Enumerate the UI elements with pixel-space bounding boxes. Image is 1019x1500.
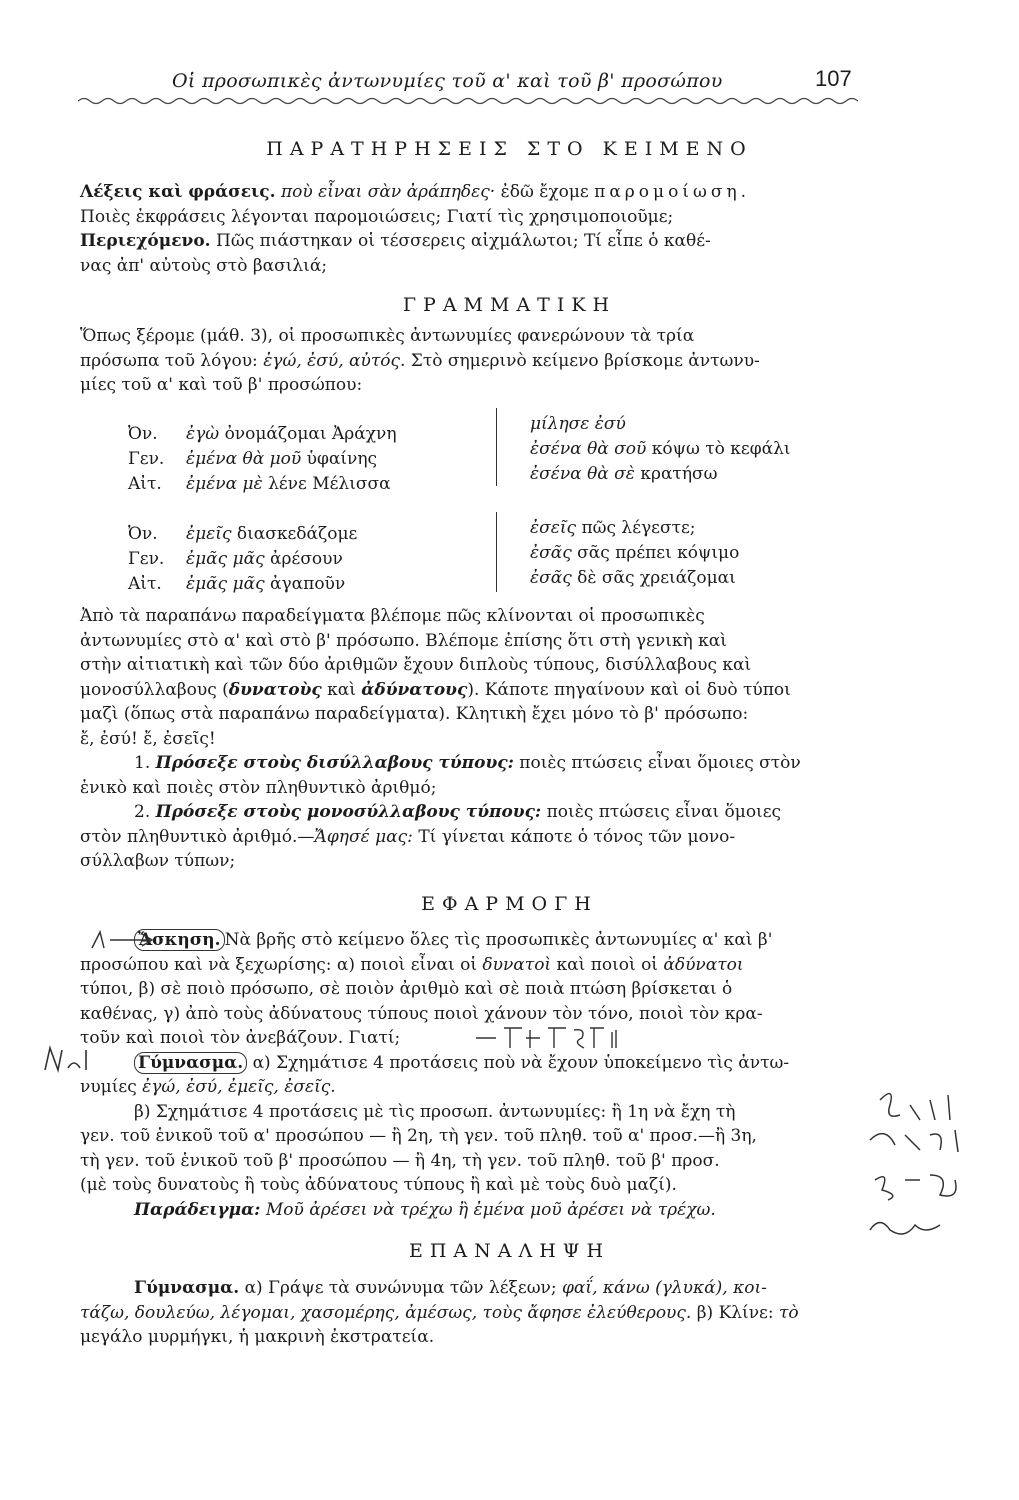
paradigm-row <box>530 516 739 541</box>
example-label: Παράδειγμα: <box>134 1199 261 1220</box>
review-words: φαΐ, κάνω (γλυκά), κοι- <box>562 1278 767 1298</box>
pronoun: ἐμᾶς μᾶς <box>186 549 265 569</box>
gymnasma-label: Γύμνασμα. <box>134 1052 247 1074</box>
lexeis-label: Λέξεις καὶ φράσεις. <box>80 182 276 202</box>
page-number: 107 <box>815 66 852 91</box>
explain-text: ). Κάποτε πηγαίνουν καὶ οἱ δυὸ τύποι <box>467 679 791 700</box>
pronoun: ἐσᾶς <box>530 543 572 563</box>
exercise-line <box>80 953 866 978</box>
explain-line: Ἀπὸ τὰ παραπάνω παραδείγματα βλέπομε πῶς κλίνονται οἱ προσωπικὲς <box>80 606 705 626</box>
exercise-text: καὶ ποιοὶ οἱ <box>556 954 658 975</box>
gymnasma-line: γεν. τοῦ ἑνικοῦ τοῦ α' προσώπου — ἢ 2η, τὴ γεν. τοῦ πληθ. τοῦ α' προσ.—ἢ 3η, <box>80 1126 757 1146</box>
example-line <box>80 1198 866 1223</box>
term-strong: δυνατοὺς <box>228 679 322 700</box>
content-line2: νας ἀπ' αὐτοὺς στὸ βασιλιά; <box>80 255 328 276</box>
grammar-explanation <box>80 604 866 874</box>
case-label: Ὀν. <box>128 524 158 544</box>
remarks-block <box>80 180 866 278</box>
paradigm-row <box>128 447 397 472</box>
pronoun: ἐσεῖς <box>530 518 577 538</box>
grammar-intro-line2c: Στὸ σημερινὸ κείμενο βρίσκομε ἀντωνυ- <box>410 350 760 371</box>
wavy-rule-divider <box>78 96 858 106</box>
gymnasma-text: α) Σχημάτισε 4 προτάσεις ποὺ νὰ ἔχουν ὑποκείμενο τὶς ἀντω- <box>252 1052 790 1073</box>
example-text: ἀρέσουν <box>270 549 343 569</box>
exercise-block <box>80 928 866 1222</box>
paradigm-row <box>530 462 791 487</box>
paradigm-divider <box>496 512 497 592</box>
pronoun: μίλησε ἐσύ <box>530 414 626 434</box>
example-text: δὲ σᾶς χρειάζομαι <box>577 568 736 588</box>
review-block <box>80 1276 866 1350</box>
exercise-line: καθένας, γ) ἀπὸ τοὺς ἀδύνατους τύπους ποιοὶ χάνουν τὸν τόνο, ποιοὶ τὸν κρα- <box>80 1003 763 1024</box>
lexeis-example: ποὺ εἶναι σὰν ἀράπηδες· <box>280 182 496 202</box>
example-text: κόψω τὸ κεφάλι <box>651 439 791 459</box>
review-heading: ΕΠΑΝΑΛΗΨΗ <box>408 1240 611 1262</box>
example-text: ἀγαποῦν <box>270 574 346 594</box>
pronoun: ἐσένα θὰ σοῦ <box>530 439 647 459</box>
example-sentence: Μοῦ ἀρέσει νὰ τρέχω ἢ ἐμένα μοῦ ἀρέσει νὰ τρέχω. <box>265 1199 716 1220</box>
review-text: β) Κλίνε: <box>696 1302 774 1323</box>
grammar-intro <box>80 324 866 398</box>
example-text: κρατήσω <box>640 464 718 484</box>
explain-line: ἀντωνυμίες στὸ α' καὶ στὸ β' πρόσωπο. Βλέπομε ἐπίσης ὅτι στὴ γενικὴ καὶ <box>80 630 727 651</box>
case-label: Γεν. <box>128 449 165 469</box>
grammar-intro-pronouns: ἐγώ, ἐσύ, αὐτός. <box>263 350 406 371</box>
question-2 <box>80 800 866 825</box>
gymnasma-line <box>80 1051 866 1076</box>
gymnasma-line: β) Σχημάτισε 4 προτάσεις μὲ τὶς προσωπ. ἀντωνυμίες: ἢ 1η νὰ ἔχη τὴ <box>134 1101 736 1122</box>
grammar-intro-line2a: πρόσωπα τοῦ λόγου: <box>80 350 258 371</box>
lexeis-rest: ἐδῶ ἔχομε <box>500 182 589 202</box>
grammar-heading: ΓΡΑΜΜΑΤΙΚΗ <box>402 294 617 316</box>
term-weak: ἀδύνατοι <box>663 954 744 975</box>
question-number: 2. <box>134 802 151 822</box>
question-text: σύλλαβων τύπων; <box>80 851 236 871</box>
question-label: Πρόσεξε στοὺς μονοσύλλαβους τύπους: <box>155 802 542 822</box>
handwritten-margin-mark <box>40 1040 100 1080</box>
question-label: Πρόσεξε στοὺς δισύλλαβους τύπους: <box>155 753 514 773</box>
gymnasma-line: τὴ γεν. τοῦ ἑνικοῦ τοῦ β' προσώπου — ἢ 4η, τὴ γεν. τοῦ πληθ. τοῦ β' προσ. <box>80 1150 720 1171</box>
case-label: Αἰτ. <box>128 574 162 594</box>
example-text: σᾶς πρέπει κόψιμο <box>577 543 740 563</box>
lexeis-term: παρομοίωση. <box>594 182 751 202</box>
paradigm-singular-right <box>530 412 791 487</box>
case-label: Ὀν. <box>128 424 158 444</box>
pronoun: ἐσένα θὰ σὲ <box>530 464 635 484</box>
review-line <box>80 1301 866 1326</box>
explain-line: στὴν αἰτιατικὴ καὶ τῶν δύο ἀριθμῶν ἔχουν διπλοὺς τύπους, δισύλλαβους καὶ <box>80 655 752 675</box>
term-strong: δυνατοὶ <box>482 954 552 975</box>
question-text: Τί γίνεται κάποτε ὁ τόνος τῶν μονο- <box>418 826 736 847</box>
question-number: 1. <box>134 753 151 773</box>
content-label: Περιεχόμενο. <box>80 231 211 251</box>
example-text: λένε Μέλισσα <box>268 474 391 494</box>
pronoun: ἐμένα θὰ μοῦ <box>186 449 302 469</box>
gymnasma-line: (μὲ τοὺς δυνατοὺς ἢ τοὺς ἀδύνατους τύπους ἢ καὶ μὲ τοὺς δυὸ μαζί). <box>80 1175 677 1195</box>
review-line: μεγάλο μυρμήγκι, ἡ μακρινὴ ἐκστρατεία. <box>80 1327 435 1347</box>
paradigm-row <box>128 472 397 497</box>
term-weak: ἀδύνατους <box>361 679 468 700</box>
handwritten-answer-mark <box>470 1024 770 1050</box>
paradigm-row <box>530 541 739 566</box>
exercise-label: Ἄσκηση. <box>134 929 225 951</box>
pronoun-list: ἐγώ, ἐσύ, ἐμεῖς, ἐσεῖς. <box>142 1077 336 1097</box>
review-words: τὸ <box>779 1302 799 1323</box>
exercise-line <box>80 928 866 953</box>
paradigm-plural-right <box>530 516 739 591</box>
question-text: ἑνικὸ καὶ ποιὲς στὸν πληθυντικὸ ἀριθμό; <box>80 777 437 798</box>
gymnasma-text: νυμίες <box>80 1077 137 1097</box>
content-line1: Πῶς πιάστηκαν οἱ τέσσερεις αἰχμάλωτοι; Τί εἶπε ὁ καθέ- <box>216 231 711 251</box>
question-text: στὸν πληθυντικὸ ἀριθμό.— <box>80 826 315 847</box>
review-line <box>80 1276 866 1301</box>
exercise-line: τύποι, β) σὲ ποιὸ πρόσωπο, σὲ ποιὸν ἀριθμὸ καὶ σὲ ποιὰ πτώση βρίσκεται ὁ <box>80 979 733 999</box>
paradigm-row <box>530 412 791 437</box>
paradigm-row <box>128 572 357 597</box>
explain-text: καὶ <box>321 679 362 700</box>
grammar-intro-line3: μίες τοῦ α' καὶ τοῦ β' προσώπου: <box>80 375 363 395</box>
gymnasma-line <box>80 1075 866 1100</box>
example-phrase: Ἄφησέ μας: <box>314 826 413 847</box>
explain-text: μονοσύλλαβους ( <box>80 679 229 700</box>
case-label: Γεν. <box>128 549 165 569</box>
remarks-heading: ΠΑΡΑΤΗΡΗΣΕΙΣ ΣΤΟ ΚΕΙΜΕΝΟ <box>266 138 753 160</box>
pronoun: ἐγὼ <box>186 424 220 444</box>
paradigm-row <box>128 547 357 572</box>
paradigm-row <box>530 437 791 462</box>
pronoun: ἐμᾶς μᾶς <box>186 574 265 594</box>
question-text <box>80 825 866 850</box>
application-heading: ΕΦΑΡΜΟΓΗ <box>421 893 598 915</box>
paradigm-row <box>128 522 357 547</box>
review-text: α) Γράψε τὰ συνώνυμα τῶν λέξεων; <box>244 1278 557 1298</box>
question-text: ποιὲς πτώσεις εἶναι ὅμοιες <box>546 802 782 822</box>
question-1 <box>80 751 866 776</box>
pronoun: ἐμένα μὲ <box>186 474 263 494</box>
paradigm-divider <box>496 408 497 486</box>
question-text: ποιὲς πτώσεις εἶναι ὅμοιες στὸν <box>519 753 801 773</box>
running-title: Οἱ προσωπικὲς ἀντωνυμίες τοῦ α' καὶ τοῦ β' προσώπου <box>172 70 723 92</box>
explain-line <box>80 678 866 703</box>
paradigm-plural-left <box>128 522 357 597</box>
paradigm-row <box>530 566 739 591</box>
pronoun: ἐσᾶς <box>530 568 572 588</box>
grammar-intro-line1: Ὅπως ξέρομε (μάθ. 3), οἱ προσωπικὲς ἀντωνυμίες φανερώνουν τὰ τρία <box>80 326 695 346</box>
handwritten-margin-notes <box>860 1080 1010 1250</box>
paradigm-row <box>128 422 397 447</box>
review-gymnasma-label: Γύμνασμα. <box>134 1278 240 1298</box>
pronoun: ἐμεῖς <box>186 524 232 544</box>
handwritten-arrow-mark <box>90 928 160 954</box>
example-text: διασκεδάζομε <box>236 524 358 544</box>
case-label: Αἰτ. <box>128 474 162 494</box>
example-text: ὑφαίνης <box>306 449 378 469</box>
explain-line: μαζὶ (ὅπως στὰ παραπάνω παραδείγματα). Κλητικὴ ἔχει μόνο τὸ β' πρόσωπο: <box>80 704 749 724</box>
example-text: ὀνομάζομαι Ἀράχνη <box>224 424 397 444</box>
exercise-line: τοῦν καὶ ποιοὶ τὸν ἀνεβάζουν. Γιατί; <box>80 1028 401 1048</box>
exercise-text: προσώπου καὶ νὰ ξεχωρίσης: α) ποιοὶ εἶναι οἱ <box>80 954 477 975</box>
vocative-examples: ἔ, ἐσύ! ἔ, ἐσεῖς! <box>80 728 216 749</box>
example-text: πῶς λέγεστε; <box>581 518 696 538</box>
review-words: τάζω, δουλεύω, λέγομαι, χασομέρης, ἀμέσως, τοὺς ἄφησε ἐλεύθερους. <box>80 1302 692 1323</box>
exercise-text: Νὰ βρῆς στὸ κείμενο ὅλες τὶς προσωπικὲς ἀντωνυμίες α' καὶ β' <box>224 930 773 950</box>
paradigm-singular-left <box>128 422 397 497</box>
lexeis-line2: Ποιὲς ἐκφράσεις λέγονται παρομοιώσεις; Γιατί τὶς χρησιμοποιοῦμε; <box>80 206 674 227</box>
